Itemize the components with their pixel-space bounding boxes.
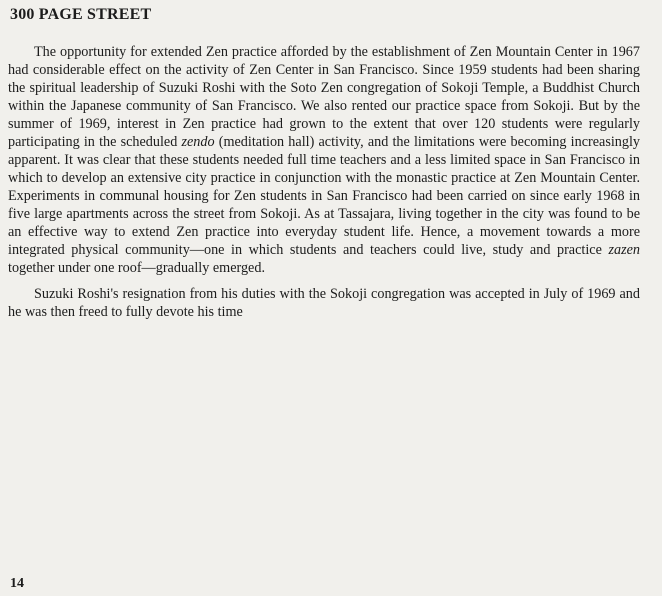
paragraph-2-text: Suzuki Roshi's resignation from his duties with the Sokoji congregation was accepted in July of 1969 and he was then freed to fully devote his time <box>8 286 640 320</box>
paragraph-1-text-c: together under one roof—gradually emerged. <box>8 260 265 276</box>
term-zazen: zazen <box>608 242 640 258</box>
term-zendo: zendo <box>181 134 215 150</box>
paragraph-1-text-a: The opportunity for extended Zen practice afforded by the establishment of Zen Mountain Center in 1967 had considerable effect on the activity of Zen Center in San Francisco. Since 1959 students had been sharing the spiritual leadership of Suzuki Roshi with the Soto Zen congregation of Sokoji Temple, a Buddhist Church within the Japanese community of San Francisco. We also rented our practice space from Sokoji. But by the summer of 1969, interest in Zen practice had grown to the extent that over 120 students were regularly participating in the scheduled <box>8 44 640 150</box>
body-text <box>8 43 640 321</box>
paragraph-2 <box>8 285 640 321</box>
paragraph-1-text-b: (meditation hall) activity, and the limitations were becoming increasingly apparent. It was clear that these students needed full time teachers and a less limited space in San Francisco in which to develop an extensive city practice in conjunction with the monastic practice at Zen Mountain Center. Experiments in communal housing for Zen students in San Francisco had been carried on since early 1968 in five large apartments across the street from Sokoji. As at Tassajara, living together in the city was found to be an effective way to extend Zen practice into everyday student life. Hence, a movement towards a more integrated physical community—one in which students and teachers could live, study and practice <box>8 134 641 258</box>
paragraph-1 <box>8 43 640 277</box>
running-head: 300 PAGE STREET <box>10 6 152 23</box>
page-number: 14 <box>10 576 24 591</box>
